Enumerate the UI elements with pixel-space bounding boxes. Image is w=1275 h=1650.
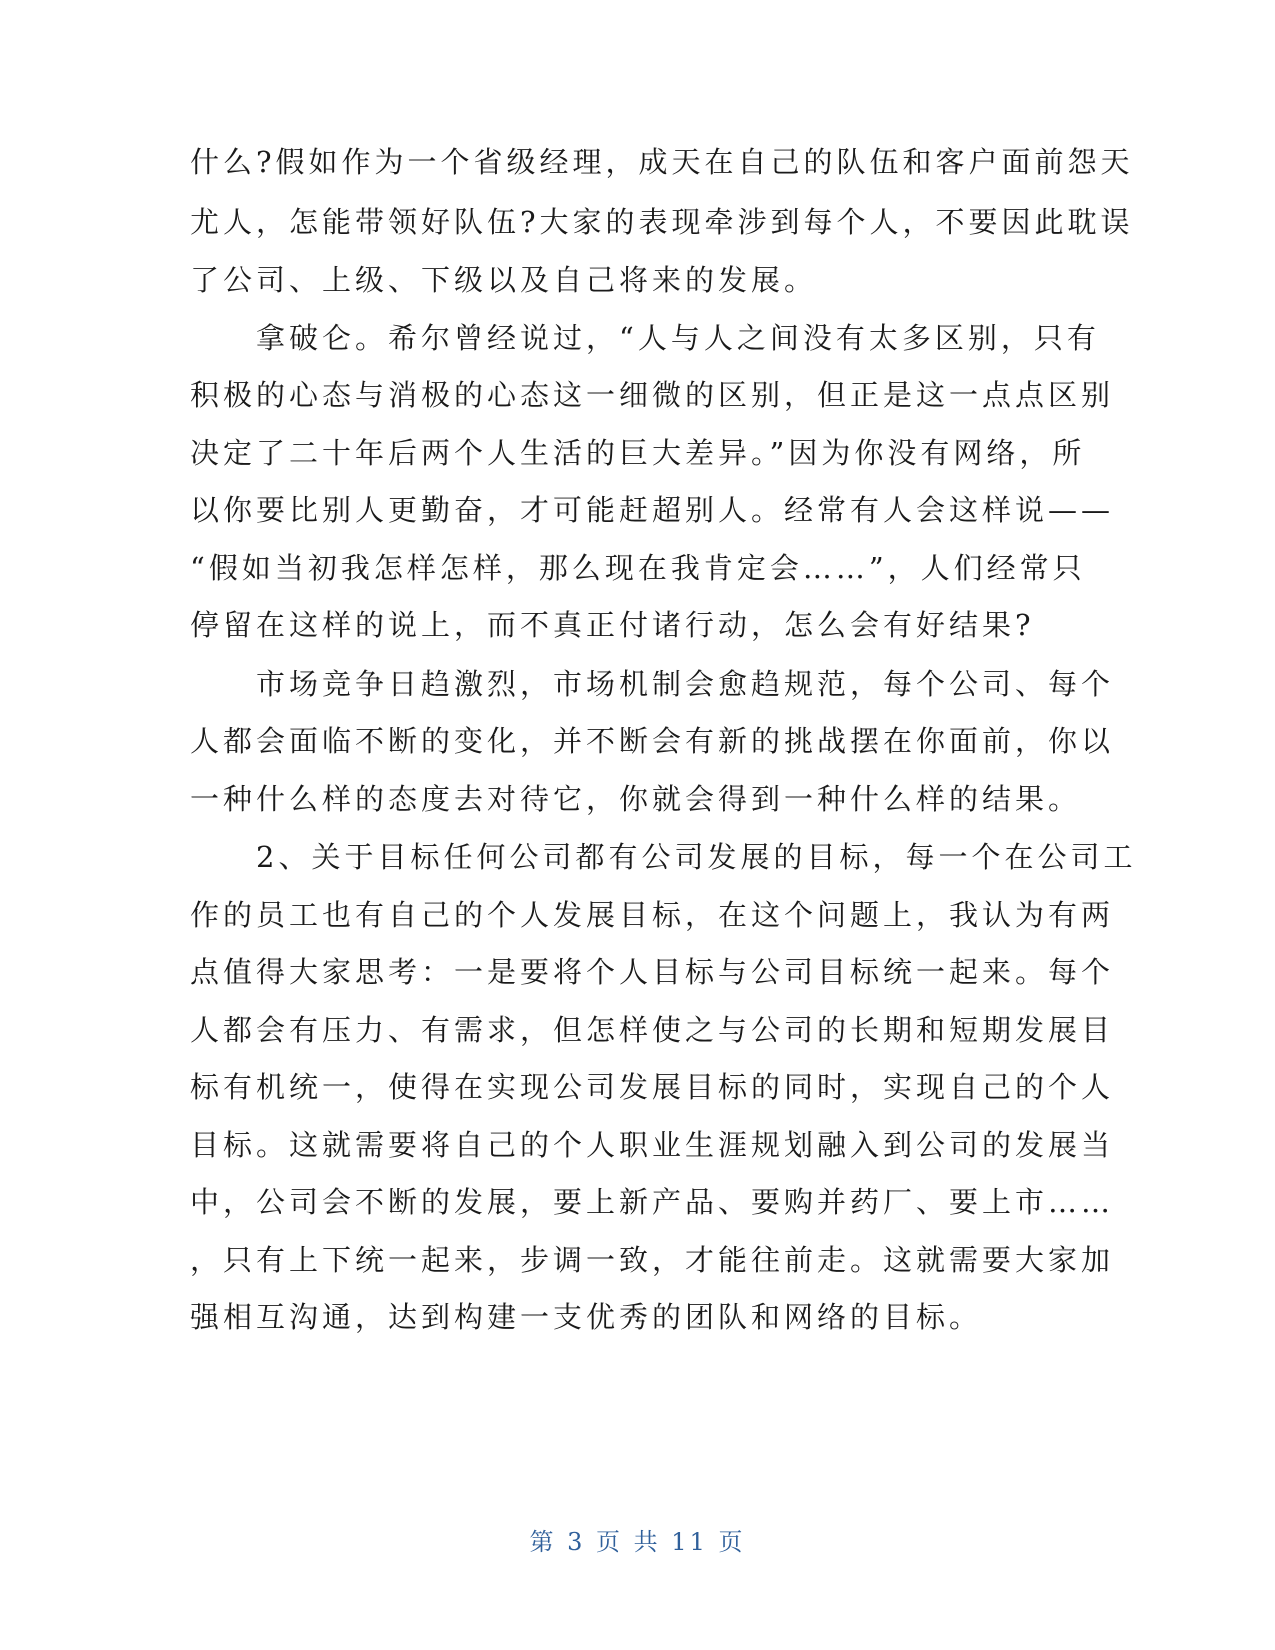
body-line: 以你要比别人更勤奋，才可能赶超别人。经常有人会这样说—— [190,493,1115,527]
body-line: 尤人，怎能带领好队伍?大家的表现牵涉到每个人，不要因此耽误 [190,205,1134,239]
body-line: “假如当初我怎样怎样，那么现在我肯定会……”，人们经常只 [190,551,1086,585]
body-line: 2、关于目标任何公司都有公司发展的目标，每一个在公司工 [190,840,1137,874]
body-line: ，只有上下统一起来，步调一致，才能往前走。这就需要大家加 [190,1243,1115,1277]
body-line: 人都会面临不断的变化，并不断会有新的挑战摆在你面前，你以 [190,724,1115,758]
body-line: 拿破仑。希尔曾经说过，“人与人之间没有太多区别，只有 [190,321,1100,355]
body-line: 停留在这样的说上，而不真正付诸行动，怎么会有好结果? [190,608,1035,642]
body-line: 市场竞争日趋激烈，市场机制会愈趋规范，每个公司、每个 [190,667,1115,701]
body-line: 一种什么样的态度去对待它，你就会得到一种什么样的结果。 [190,782,1082,816]
body-line: 人都会有压力、有需求，但怎样使之与公司的长期和短期发展目 [190,1013,1115,1047]
body-line: 点值得大家思考：一是要将个人目标与公司目标统一起来。每个 [190,955,1115,989]
body-line: 积极的心态与消极的心态这一细微的区别，但正是这一点点区别 [190,378,1115,412]
body-line: 中，公司会不断的发展，要上新产品、要购并药厂、要上市…… [190,1185,1115,1219]
page-number-footer: 第 3 页 共 11 页 [529,1528,746,1556]
body-line: 强相互沟通，达到构建一支优秀的团队和网络的目标。 [190,1300,983,1334]
body-line: 目标。这就需要将自己的个人职业生涯规划融入到公司的发展当 [190,1128,1115,1162]
body-line: 决定了二十年后两个人生活的巨大差异。”因为你没有网络，所 [190,436,1086,470]
body-line: 了公司、上级、下级以及自己将来的发展。 [190,263,818,297]
body-line: 什么?假如作为一个省级经理，成天在自己的队伍和客户面前怨天 [190,145,1134,179]
body-line: 标有机统一，使得在实现公司发展目标的同时，实现自己的个人 [190,1070,1115,1104]
body-line: 作的员工也有自己的个人发展目标，在这个问题上，我认为有两 [190,898,1115,932]
